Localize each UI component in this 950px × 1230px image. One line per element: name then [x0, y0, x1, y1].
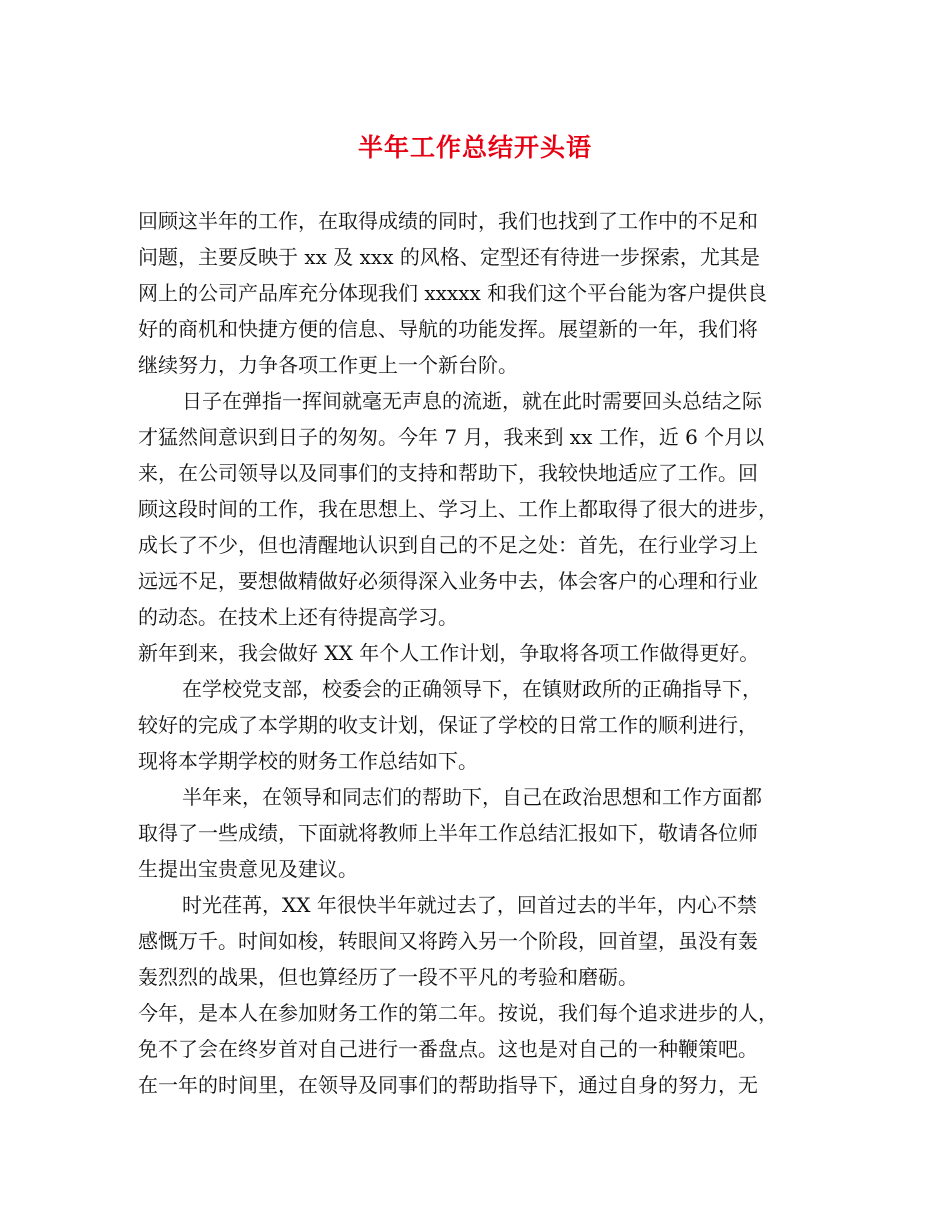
text-line: 轰烈烈的战果，但也算经历了一段不平凡的考验和磨砺。 [138, 965, 638, 989]
text-line: 较好的完成了本学期的收支计划，保证了学校的日常工作的顺利进行， [138, 713, 758, 737]
text-line: 新年到来，我会做好 XX 年个人工作计划，争取将各项工作做得更好。 [138, 641, 760, 665]
text-line: 好的商机和快捷方便的信息、导航的功能发挥。展望新的一年，我们将 [138, 317, 758, 341]
text-line: 免不了会在终岁首对自己进行一番盘点。这也是对自己的一种鞭策吧。 [138, 1037, 758, 1061]
text-line: 继续努力，力争各项工作更上一个新台阶。 [138, 353, 518, 377]
text-line: 时光荏苒，XX 年很快半年就过去了，回首过去的半年，内心不禁 [182, 893, 757, 917]
text-line: 现将本学期学校的财务工作总结如下。 [138, 749, 478, 773]
document-body [138, 203, 820, 1103]
text-line: 今年，是本人在参加财务工作的第二年。按说，我们每个追求进步的人， [138, 1001, 778, 1025]
text-line: 问题，主要反映于 xx 及 xxx 的风格、定型还有待进一步探索，尤其是 [138, 245, 760, 269]
text-line: 生提出宝贵意见及建议。 [138, 857, 358, 881]
text-line: 在一年的时间里，在领导及同事们的帮助指导下，通过自身的努力，无 [138, 1073, 758, 1097]
text-line: 网上的公司产品库充分体现我们 xxxxx 和我们这个平台能为客户提供良 [138, 281, 768, 305]
document-title: 半年工作总结开头语 [357, 133, 592, 162]
text-line: 的动态。在技术上还有待提高学习。 [138, 605, 458, 629]
text-line: 在学校党支部，校委会的正确领导下，在镇财政所的正确指导下， [182, 677, 762, 701]
text-line: 来，在公司领导以及同事们的支持和帮助下，我较快地适应了工作。回 [138, 461, 758, 485]
text-line: 成长了不少，但也清醒地认识到自己的不足之处：首先，在行业学习上 [138, 533, 758, 557]
text-line: 感慨万千。时间如梭，转眼间又将跨入另一个阶段，回首望，虽没有轰 [138, 929, 758, 953]
text-line: 取得了一些成绩，下面就将教师上半年工作总结汇报如下，敬请各位师 [138, 821, 758, 845]
text-line: 半年来，在领导和同志们的帮助下，自己在政治思想和工作方面都 [182, 785, 762, 809]
text-line: 回顾这半年的工作，在取得成绩的同时，我们也找到了工作中的不足和 [138, 209, 758, 233]
text-line: 才猛然间意识到日子的匆匆。今年 7 月，我来到 xx 工作，近 6 个月以 [138, 425, 765, 449]
text-line: 远远不足，要想做精做好必须得深入业务中去，体会客户的心理和行业 [138, 569, 758, 593]
text-line: 顾这段时间的工作，我在思想上、学习上、工作上都取得了很大的进步， [138, 497, 778, 521]
text-line: 日子在弹指一挥间就毫无声息的流逝，就在此时需要回头总结之际 [182, 389, 762, 413]
